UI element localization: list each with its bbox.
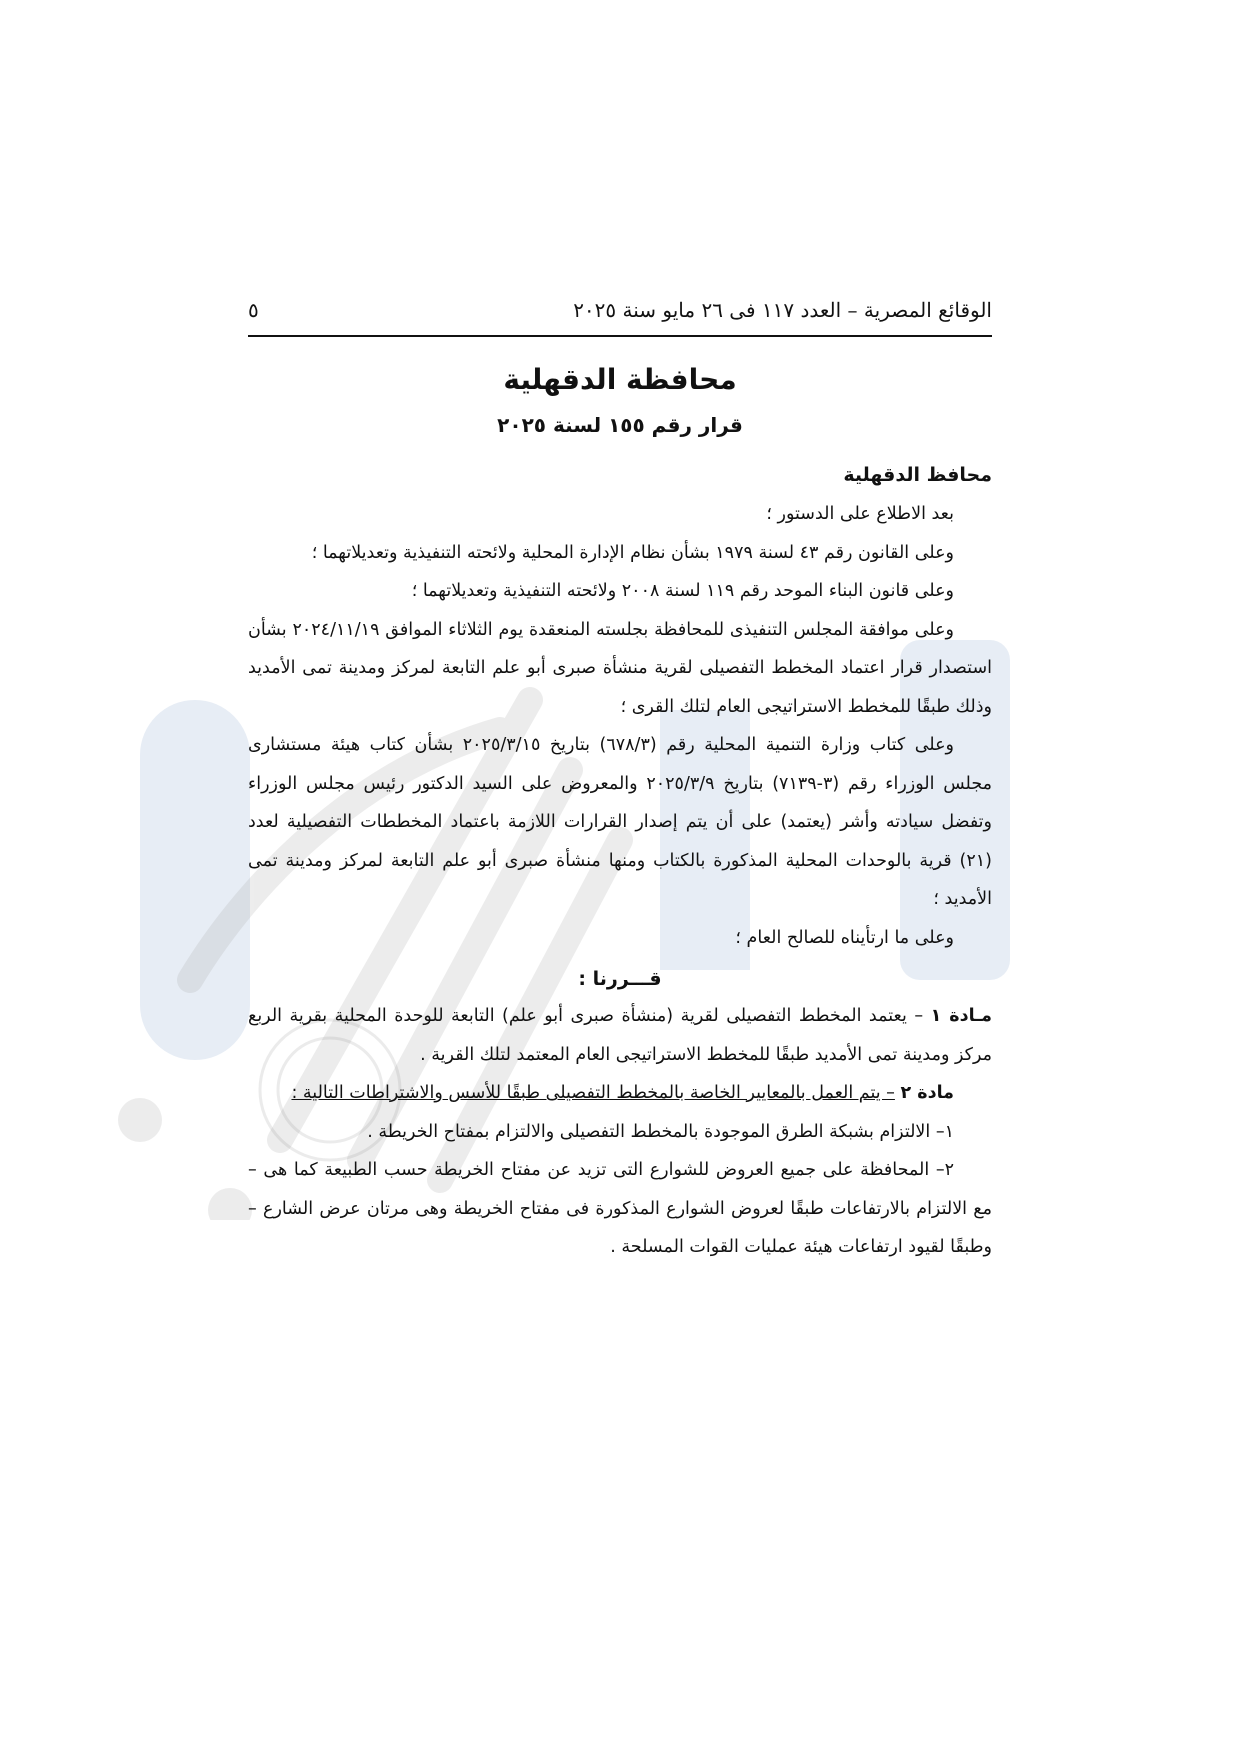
article-2-item: ٢– المحافظة على جميع العروض للشوارع التى تزيد عن مفتاح الخريطة حسب الطبيعة كما هى – مع الالتزام بالارتفاعات طبقًا لعروض الشوارع المذكورة فى مفتاح الخريطة وهى مرتان عرض الشارع – وطبقًا لقيود ارتفاعات هيئة عمليات القوات المسلحة . [248, 1160, 992, 1257]
decided-colon: : [578, 968, 593, 990]
article-1-text: – يعتمد المخطط التفصيلى لقرية (منشأة صبرى أبو علم) التابعة للوحدة المحلية بقرية الربع مركز ومدينة تمى الأمديد طبقًا للمخطط الاستراتيجى العام المعتمد لتلك القرية . [248, 1006, 992, 1065]
decided-label: قـــررنا [592, 968, 662, 990]
preamble-clause: وعلى ما ارتأيناه للصالح العام ؛ [735, 927, 954, 948]
article-1-label: مـادة ١ [930, 1006, 992, 1026]
page-number: ٥ [248, 298, 259, 322]
preamble-clause: وعلى موافقة المجلس التنفيذى للمحافظة بجلسته المنعقدة يوم الثلاثاء الموافق ٢٠٢٤/١١/١٩ بشأن استصدار قرار اعتماد المخطط التفصيلى لقرية منشأة صبرى أبو علم التابعة لمركز ومدينة تمى الأمديد وذلك طبقًا للمخطط الاستراتيجى العام لتلك القرى ؛ [248, 619, 992, 717]
decree-title: قرار رقم ١٥٥ لسنة ٢٠٢٥ [497, 413, 743, 437]
article-2 [248, 1074, 992, 1113]
gazette-header-title: الوقائع المصرية – العدد ١١٧ فى ٢٦ مايو سنة ٢٠٢٥ [573, 298, 992, 322]
preamble-clause: وعلى كتاب وزارة التنمية المحلية رقم (٦٧٨/٣) بتاريخ ٢٠٢٥/٣/١٥ بشأن كتاب هيئة مستشارى مجلس الوزراء رقم (٣-٧١٣٩) بتاريخ ٢٠٢٥/٣/٩ والمعروض على السيد الدكتور رئيس مجلس الوزراء وتفضل سيادته وأشر (يعتمد) على أن يتم إصدار القرارات اللازمة باعتماد المخططات التفصيلية لعدد (٢١) قرية بالوحدات المحلية المذكورة بالكتاب ومنها منشأة صبرى أبو علم التابعة لمركز ومدينة تمى الأمديد ؛ [248, 735, 992, 909]
issuer-heading: محافظ الدقهلية [843, 464, 992, 486]
article-2-label: مادة ٢ [900, 1083, 954, 1103]
decided-heading [248, 957, 992, 997]
preamble-clause: بعد الاطلاع على الدستور ؛ [766, 504, 954, 524]
article-2-item: ١– الالتزام بشبكة الطرق الموجودة بالمخطط التفصيلى والالتزام بمفتاح الخريطة . [367, 1121, 954, 1142]
preamble-clause: وعلى القانون رقم ٤٣ لسنة ١٩٧٩ بشأن نظام الإدارة المحلية ولائحته التنفيذية وتعديلاتهما ؛ [311, 542, 954, 563]
running-header [248, 286, 992, 322]
header-rule [248, 335, 992, 337]
authority-title: محافظة الدقهلية [503, 363, 737, 396]
preamble-clause: وعلى قانون البناء الموحد رقم ١١٩ لسنة ٢٠٠٨ ولائحته التنفيذية وتعديلاتهما ؛ [411, 581, 954, 601]
document-body [248, 345, 992, 1267]
article-2-text: – يتم العمل بالمعايير الخاصة بالمخطط التفصيلى طبقًا للأسس والاشتراطات التالية : [291, 1083, 895, 1103]
article-1 [248, 997, 992, 1074]
